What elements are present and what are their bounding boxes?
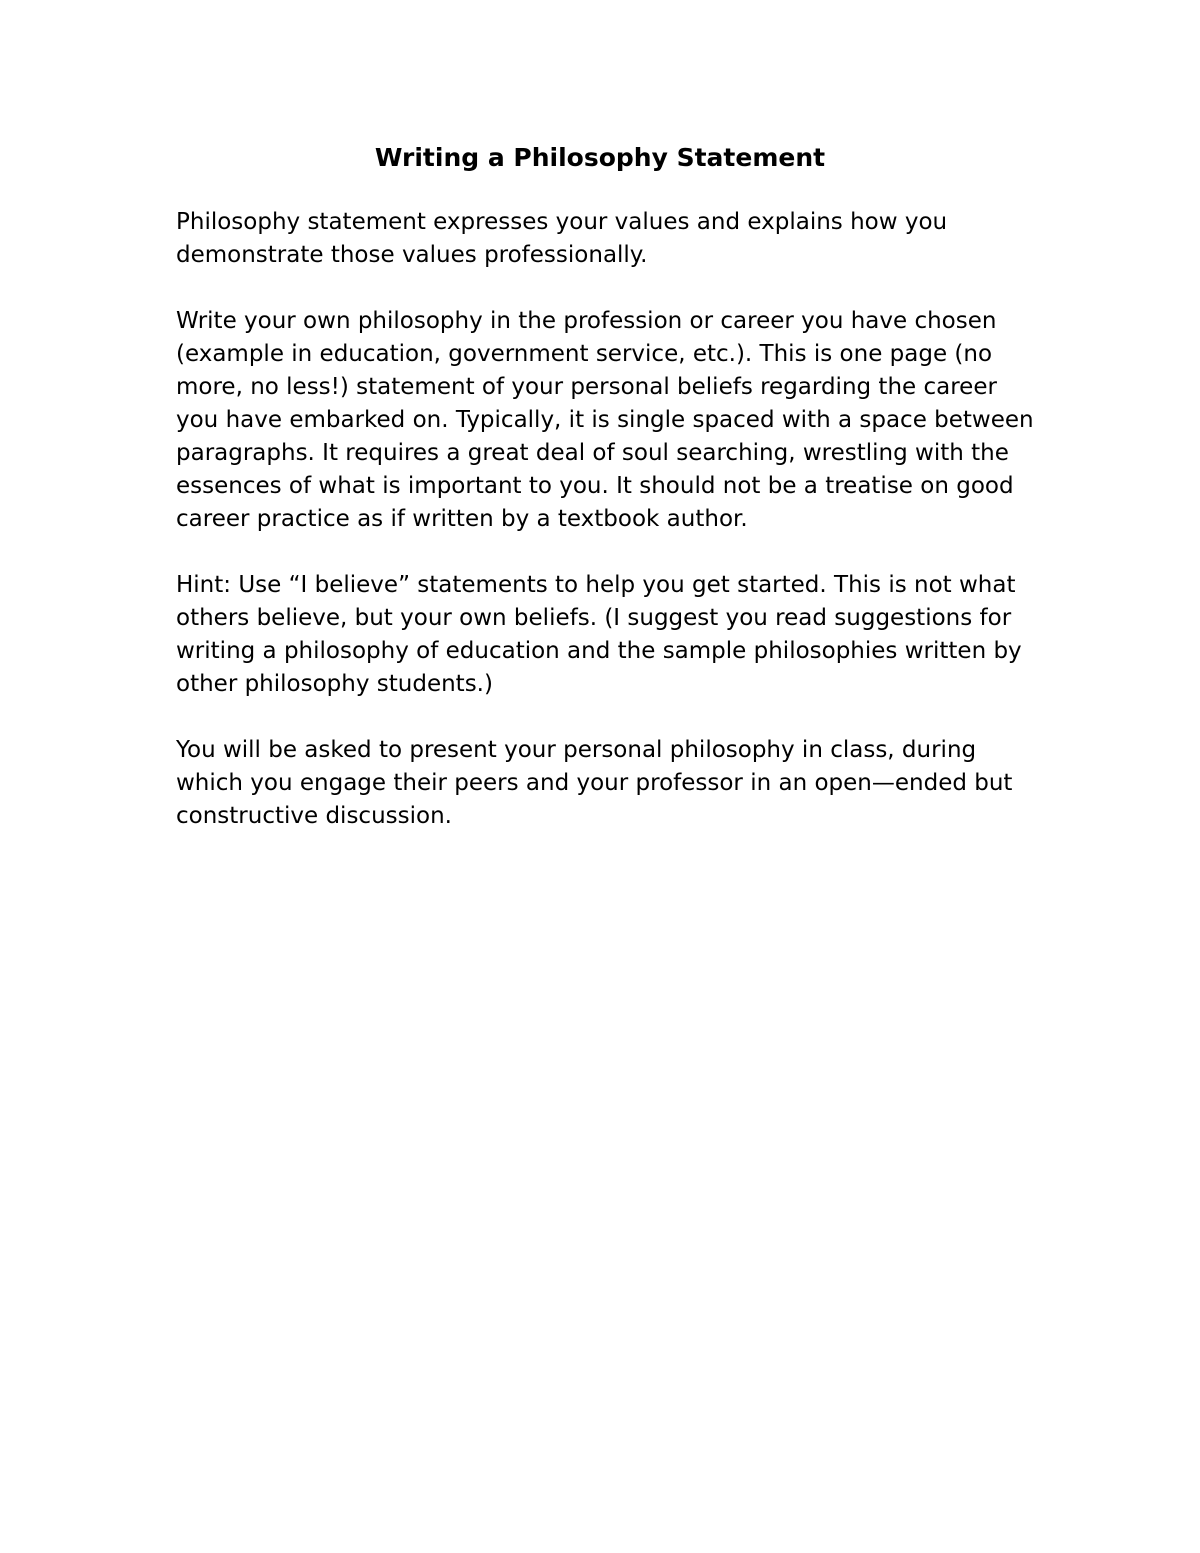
paragraph-hint: Hint: Use “I believe” statements to help you get started. This is not what others believe, but your own beliefs. (I suggest you read suggestions for writing a philosophy of education and the sample philosophies written by other philosophy students.) <box>176 572 1022 697</box>
document-body <box>176 140 1036 866</box>
paragraph-presentation: You will be asked to present your personal philosophy in class, during which you engage their peers and your professor in an open—ended but constructive discussion. <box>176 737 1013 829</box>
paragraph-definition: Philosophy statement expresses your values and explains how you demonstrate those values professionally. <box>176 209 948 268</box>
paragraph-instructions: Write your own philosophy in the profession or career you have chosen (example in education, government service, etc.). This is one page (no more, no less!) statement of your personal beliefs regarding the career you have embarked on. Typically, it is single spaced with a space between paragraphs. It requires a great deal of soul searching, wrestling with the essences of what is important to you. It should not be a treatise on good career practice as if written by a textbook author. <box>176 308 1034 532</box>
document-title: Writing a Philosophy Statement <box>374 143 826 172</box>
